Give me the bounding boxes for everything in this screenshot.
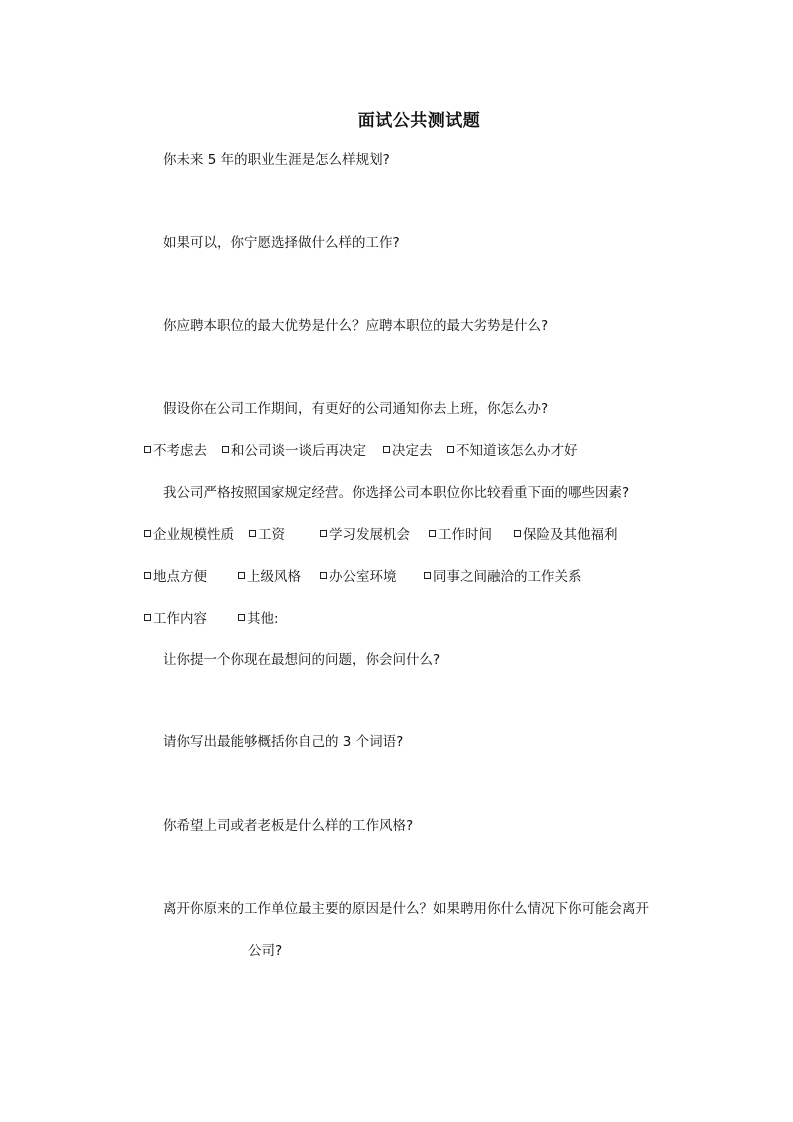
checkbox-icon[interactable]: [144, 572, 151, 579]
checkbox-icon[interactable]: [514, 530, 521, 537]
option-checkbox[interactable]: 办公室环境: [320, 568, 397, 586]
checkbox-icon[interactable]: [447, 446, 454, 453]
option-checkbox[interactable]: 不知道该怎么办才好: [447, 442, 578, 460]
checkbox-icon[interactable]: [238, 572, 245, 579]
option-checkbox[interactable]: 其他:: [238, 610, 279, 628]
question-1: 你未来 5 年的职业生涯是怎么样规划?: [163, 152, 390, 168]
question-3: 你应聘本职位的最大优势是什么？应聘本职位的最大劣势是什么?: [163, 318, 549, 334]
option-checkbox[interactable]: 上级风格: [238, 568, 301, 586]
option-checkbox[interactable]: 工资: [249, 526, 285, 544]
question-8: 你希望上司或者老板是什么样的工作风格?: [163, 818, 414, 834]
option-checkbox[interactable]: 工作内容: [144, 610, 207, 628]
checkbox-icon[interactable]: [144, 614, 151, 621]
question-9-continued: 公司?: [248, 943, 283, 959]
option-checkbox[interactable]: 学习发展机会: [320, 526, 410, 544]
checkbox-icon[interactable]: [222, 446, 229, 453]
option-checkbox[interactable]: 地点方便: [144, 568, 207, 586]
checkbox-icon[interactable]: [383, 446, 390, 453]
option-checkbox[interactable]: 和公司谈一谈后再决定: [222, 442, 366, 460]
question-5: 我公司严格按照国家规定经营。你选择公司本职位你比较看重下面的哪些因素?: [163, 485, 630, 501]
checkbox-icon[interactable]: [249, 530, 256, 537]
checkbox-icon[interactable]: [144, 446, 151, 453]
question-9: 离开你原来的工作单位最主要的原因是什么？如果聘用你什么情况下你可能会离开: [163, 901, 649, 917]
checkbox-icon[interactable]: [238, 614, 245, 621]
question-7: 请你写出最能够概括你自己的 3 个词语?: [163, 734, 404, 750]
checkbox-icon[interactable]: [320, 572, 327, 579]
option-checkbox[interactable]: 决定去: [383, 442, 433, 460]
question-2: 如果可以，你宁愿选择做什么样的工作?: [163, 235, 400, 251]
option-checkbox[interactable]: 工作时间: [429, 526, 492, 544]
checkbox-icon[interactable]: [144, 530, 151, 537]
page-title: 面试公共测试题: [357, 111, 481, 131]
question-4: 假设你在公司工作期间，有更好的公司通知你去上班，你怎么办?: [163, 401, 549, 417]
option-checkbox[interactable]: 同事之间融洽的工作关系: [424, 568, 582, 586]
option-checkbox[interactable]: 企业规模性质: [144, 526, 234, 544]
checkbox-icon[interactable]: [320, 530, 327, 537]
question-6: 让你提一个你现在最想问的问题，你会问什么?: [163, 652, 441, 668]
option-checkbox[interactable]: 保险及其他福利: [514, 526, 618, 544]
checkbox-icon[interactable]: [429, 530, 436, 537]
checkbox-icon[interactable]: [424, 572, 431, 579]
option-checkbox[interactable]: 不考虑去: [144, 442, 207, 460]
